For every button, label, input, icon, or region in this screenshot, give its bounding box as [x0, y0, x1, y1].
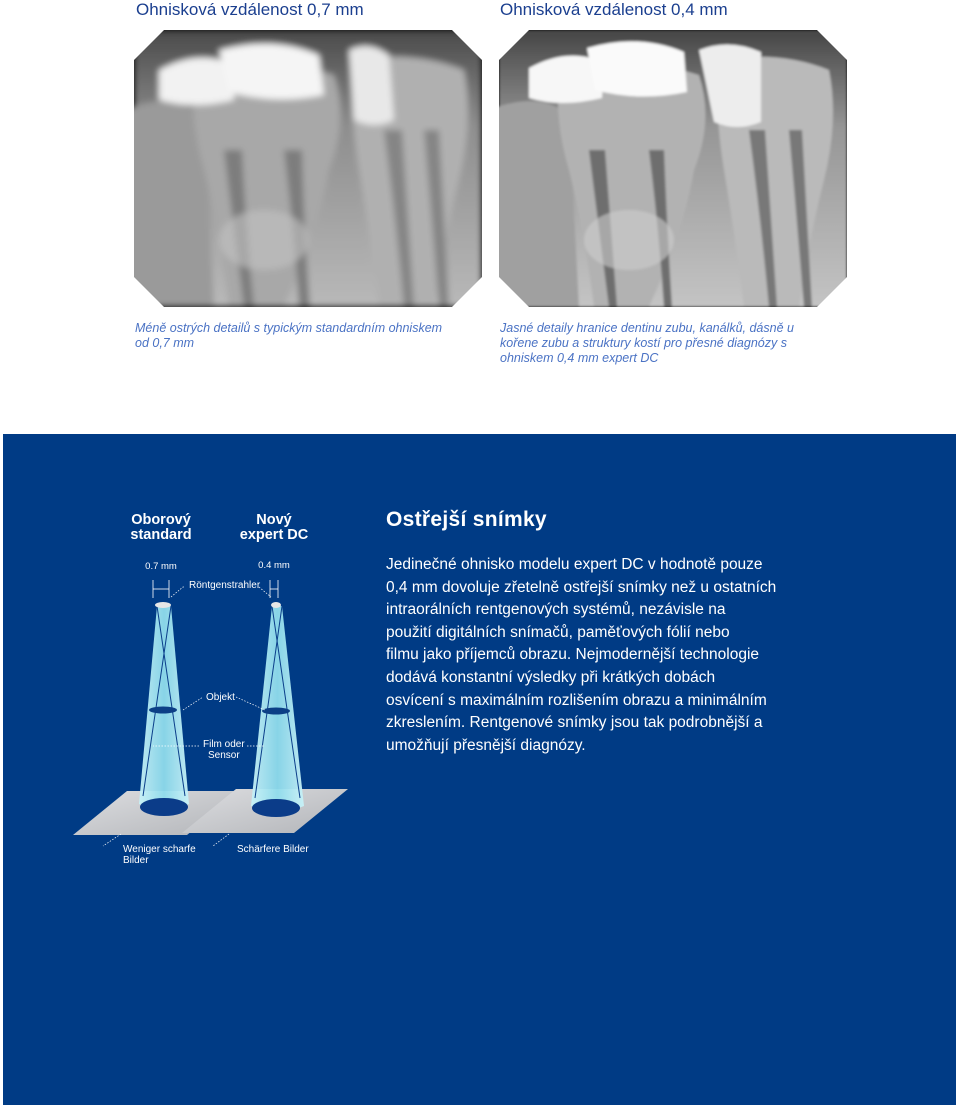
panel-body — [386, 554, 806, 757]
label-standard-line-1: Oborový — [131, 512, 191, 528]
label-source: Röntgenstrahler — [189, 580, 261, 591]
right-caption-line-1: Jasné detaily hranice dentinu zubu, kanálků, dásně u — [500, 321, 794, 335]
panel-body-line-2: 0,4 mm dovoluje zřetelně ostřejší snímky než u ostatních — [386, 578, 777, 596]
panel-body-line-8: zkreslením. Rentgenové snímky jsou tak podrobnější a — [386, 714, 763, 732]
image-spot-standard — [140, 798, 188, 816]
panel-body-line-7: osvícení s maximálním rozlišením obrazu a minimálním — [386, 691, 767, 709]
xray-image-standard — [134, 30, 482, 307]
label-object: Objekt — [206, 692, 235, 703]
focal-size-standard: 0.7 mm — [145, 561, 177, 572]
panel-body-line-5: filmu jako příjemců obrazu. Nejmodernější technologie — [386, 646, 760, 664]
panel-title: Ostřejší snímky — [386, 508, 547, 531]
label-new-line-1: Nový — [256, 512, 292, 528]
right-caption-line-3: ohniskem 0,4 mm expert DC — [500, 351, 659, 365]
left-caption-line-2: od 0,7 mm — [135, 336, 195, 350]
object-marker-new — [262, 708, 290, 715]
panel-body-line-4: použití digitálních snímačů, paměťových fólií nebo — [386, 623, 730, 641]
label-film-line-1: Film oder — [203, 739, 245, 750]
object-marker-standard — [149, 707, 177, 714]
image-spot-new — [252, 799, 300, 817]
left-heading: Ohnisková vzdálenost 0,7 mm — [136, 0, 364, 19]
dimension-bracket-standard — [153, 580, 169, 598]
label-less-sharp-line-2: Bilder — [123, 855, 149, 866]
source-cap-standard — [155, 602, 171, 608]
label-film-line-2: Sensor — [208, 750, 240, 761]
panel-body-line-6: dodává konstantní výsledky při krátkých dobách — [386, 668, 716, 686]
xray-image-expert-dc — [499, 30, 847, 307]
source-cap-new — [271, 602, 281, 608]
focal-size-new: 0.4 mm — [258, 560, 290, 571]
label-standard-line-2: standard — [130, 527, 192, 543]
left-caption-line-1: Méně ostrých detailů s typickým standardním ohniskem — [135, 321, 443, 335]
focal-spot-diagram — [3, 434, 383, 874]
dimension-bracket-new — [270, 580, 278, 598]
left-caption — [135, 321, 475, 351]
info-panel — [3, 434, 956, 1105]
label-less-sharp-line-1: Weniger scharfe — [123, 844, 196, 855]
label-new-line-2: expert DC — [239, 527, 309, 543]
right-caption — [500, 321, 840, 366]
right-heading: Ohnisková vzdálenost 0,4 mm — [500, 0, 728, 19]
right-caption-line-2: kořene zubu a struktury kostí pro přesné diagnózy s — [500, 336, 787, 350]
panel-body-line-1: Jedinečné ohnisko modelu expert DC v hodnotě pouze — [386, 556, 763, 573]
label-sharper: Schärfere Bilder — [237, 844, 309, 855]
panel-body-line-9: umožňují přesnější diagnózy. — [386, 736, 586, 754]
panel-body-line-3: intraorálních rentgenových systémů, nezávisle na — [386, 601, 726, 619]
